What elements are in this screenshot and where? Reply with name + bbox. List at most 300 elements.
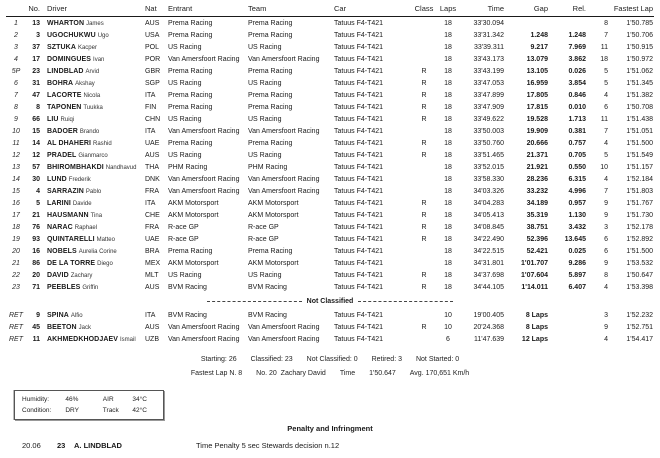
cell-nationality: FRA	[145, 223, 159, 231]
cell-driver-name	[41, 197, 141, 209]
cell-class	[411, 53, 437, 65]
cell-gap: 19.528	[526, 115, 548, 123]
cell-team: Prema Racing	[248, 91, 293, 99]
cell-laps: 18	[444, 79, 452, 87]
driver-first-name: Davide	[72, 200, 92, 207]
result-row	[6, 113, 654, 125]
cell-car: Tatuus F4-T421	[334, 127, 384, 135]
summary-item: Fastest Lap N. 8	[190, 370, 243, 377]
cell-class: R	[421, 235, 427, 243]
cell-team: Van Amersfoort Racing	[248, 127, 320, 135]
driver-last-name: BEETON	[47, 323, 77, 331]
col-nat: Nat	[145, 4, 157, 13]
cell-fastest-lap-number: 6	[604, 247, 608, 255]
driver-last-name: LINDBLAD	[47, 67, 84, 75]
penalty-section-title: Penalty and Infringment	[287, 424, 373, 433]
summary-item: Starting: 26	[200, 356, 237, 363]
cell-laps: 18	[444, 175, 452, 183]
cell-nationality: USA	[145, 31, 160, 39]
cell-driver-name	[41, 281, 141, 293]
cell-driver-number: 5	[36, 199, 40, 207]
cell-laps: 18	[444, 139, 452, 147]
cell-nationality: THA	[145, 163, 159, 171]
result-row	[6, 321, 654, 333]
cell-entrant: Prema Racing	[168, 103, 213, 111]
cell-team: Van Amersfoort Racing	[248, 187, 320, 195]
cell-nationality: UAE	[145, 139, 160, 147]
weather-row-track	[22, 405, 156, 416]
cell-fastest-lap-time: 1'52.751	[626, 323, 654, 331]
driver-first-name: Brando	[79, 128, 100, 135]
driver-last-name: HAUSMANN	[47, 211, 89, 219]
cell-team: R-ace GP	[248, 223, 279, 231]
cell-nationality: CHN	[145, 115, 161, 123]
cell-driver-name	[41, 333, 141, 345]
cell-team: PHM Racing	[248, 163, 288, 171]
cell-nationality: AUS	[145, 323, 160, 331]
result-row	[6, 233, 654, 245]
cell-laps: 18	[444, 103, 452, 111]
cell-fastest-lap-number: 11	[600, 115, 608, 123]
cell-rel: 13.645	[564, 235, 586, 243]
cell-entrant: Prema Racing	[168, 91, 213, 99]
cell-car: Tatuus F4-T421	[334, 151, 384, 159]
cell-time: 33'52.015	[473, 163, 504, 171]
cell-driver-number: 9	[36, 311, 40, 319]
cell-time: 34'22.490	[473, 235, 504, 243]
result-row	[6, 309, 654, 321]
cell-fastest-lap-number: 4	[604, 283, 608, 291]
cell-time: 34'05.413	[473, 211, 504, 219]
cell-fastest-lap-number: 4	[604, 335, 608, 343]
cell-entrant: AKM Motorsport	[168, 259, 219, 267]
driver-last-name: BADOER	[47, 127, 78, 135]
col-team: Team	[248, 4, 267, 13]
cell-time: 33'50.760	[473, 139, 504, 147]
cell-position: 9	[14, 115, 18, 123]
driver-first-name: Nandhavud	[105, 164, 137, 171]
cell-fastest-lap-number: 9	[604, 199, 608, 207]
cell-driver-name	[41, 269, 141, 281]
cell-car: Tatuus F4-T421	[334, 335, 384, 343]
cell-fastest-lap-number: 9	[604, 323, 608, 331]
driver-last-name: UGOCHUKWU	[47, 31, 96, 39]
cell-entrant: Van Amersfoort Racing	[168, 335, 240, 343]
cell-driver-name	[41, 125, 141, 137]
driver-last-name: DE LA TORRE	[47, 259, 96, 267]
driver-last-name: SARRAZIN	[47, 187, 84, 195]
cell-entrant: BVM Racing	[168, 311, 207, 319]
cell-gap: 35.319	[526, 211, 548, 219]
penalty-description: Time Penalty 5 sec Stewards decision n.12	[196, 441, 340, 450]
cell-entrant: PHM Racing	[168, 163, 208, 171]
cell-team: Van Amersfoort Racing	[248, 55, 320, 63]
cell-gap: 21.921	[526, 163, 548, 171]
cell-team: US Racing	[248, 115, 282, 123]
cell-entrant: US Racing	[168, 79, 202, 87]
driver-last-name: LIU	[47, 115, 59, 123]
cell-laps: 18	[444, 115, 452, 123]
cell-driver-name	[41, 65, 141, 77]
driver-first-name: Tina	[90, 212, 103, 219]
cell-position: 10	[12, 127, 20, 135]
cell-fastest-lap-time: 1'50.706	[626, 31, 654, 39]
result-row	[6, 173, 654, 185]
cell-position: 21	[12, 259, 20, 267]
result-row	[6, 221, 654, 233]
cell-driver-name	[41, 53, 141, 65]
cell-nationality: ITA	[145, 127, 156, 135]
cell-driver-name	[41, 185, 141, 197]
cell-class	[411, 29, 437, 41]
cell-driver-number: 17	[32, 55, 40, 63]
cell-time: 20'24.368	[473, 323, 504, 331]
cell-car: Tatuus F4-T421	[334, 211, 384, 219]
cell-entrant: BVM Racing	[168, 283, 207, 291]
cell-team: Prema Racing	[248, 103, 293, 111]
cell-gap: 1'01.707	[521, 259, 548, 267]
weather-box	[14, 390, 164, 420]
cell-class	[411, 309, 437, 321]
summary-item: No. 20 Zachary David	[256, 370, 326, 377]
cell-driver-number: 13	[32, 19, 40, 27]
col-time: Time	[487, 4, 504, 13]
cell-car: Tatuus F4-T421	[334, 43, 384, 51]
humidity-label: Humidity:	[22, 396, 50, 403]
cell-nationality: AUS	[145, 151, 160, 159]
driver-first-name: Griffin	[82, 284, 99, 291]
cell-class	[411, 17, 437, 30]
cell-time: 33'43.173	[473, 55, 504, 63]
cell-time: 33'31.342	[473, 31, 504, 39]
col-entrant: Entrant	[168, 4, 193, 13]
cell-time: 34'44.105	[473, 283, 504, 291]
cell-car: Tatuus F4-T421	[334, 311, 384, 319]
cell-car: Tatuus F4-T421	[334, 283, 384, 291]
result-row	[6, 333, 654, 345]
driver-first-name: Tuukka	[83, 104, 103, 111]
cell-fastest-lap-number: 18	[600, 55, 608, 63]
cell-class: R	[421, 151, 427, 159]
cell-time: 33'58.330	[473, 175, 504, 183]
driver-last-name: AL DHAHERI	[47, 139, 92, 147]
separator-dash-line	[207, 301, 302, 302]
summary-counts-line	[0, 353, 660, 367]
cell-entrant: Prema Racing	[168, 247, 213, 255]
summary-item: Retired: 3	[371, 356, 402, 363]
cell-fastest-lap-number: 4	[604, 139, 608, 147]
cell-car: Tatuus F4-T421	[334, 235, 384, 243]
cell-position: 6	[14, 79, 18, 87]
cell-class	[411, 185, 437, 197]
driver-last-name: QUINTARELLI	[47, 235, 95, 243]
cell-driver-number: 71	[32, 283, 40, 291]
cell-position: 19	[12, 235, 20, 243]
cell-car: Tatuus F4-T421	[334, 91, 384, 99]
cell-car: Tatuus F4-T421	[334, 19, 384, 27]
cell-rel: 3.432	[568, 223, 586, 231]
driver-first-name: Kacper	[77, 44, 97, 51]
cell-position: RET	[9, 311, 23, 319]
driver-last-name: LARINI	[47, 199, 71, 207]
cell-entrant: Prema Racing	[168, 19, 213, 27]
cell-team: AKM Motorsport	[248, 211, 299, 219]
cell-laps: 18	[444, 55, 452, 63]
cell-gap: 20.666	[526, 139, 548, 147]
result-row	[6, 53, 654, 65]
cell-fastest-lap-number: 6	[604, 235, 608, 243]
driver-first-name: Arvid	[85, 68, 100, 75]
cell-class: R	[421, 223, 427, 231]
result-row	[6, 29, 654, 41]
summary-item: Classified: 23	[250, 356, 293, 363]
cell-fastest-lap-time: 1'51.500	[626, 247, 654, 255]
not-classified-separator-cell	[6, 293, 654, 309]
cell-driver-number: 16	[32, 247, 40, 255]
cell-laps: 18	[444, 199, 452, 207]
cell-rel: 0.846	[568, 91, 586, 99]
cell-laps: 18	[444, 127, 452, 135]
cell-driver-number: 8	[36, 103, 40, 111]
cell-team: US Racing	[248, 79, 282, 87]
cell-fastest-lap-number: 7	[604, 31, 608, 39]
driver-first-name: Akshay	[75, 80, 95, 87]
cell-entrant: US Racing	[168, 43, 202, 51]
cell-fastest-lap-time: 1'51.382	[626, 91, 654, 99]
driver-first-name: Ivan	[93, 56, 105, 63]
cell-laps: 18	[444, 91, 452, 99]
cell-car: Tatuus F4-T421	[334, 163, 384, 171]
cell-entrant: R-ace GP	[168, 223, 199, 231]
cell-fastest-lap-time: 1'53.532	[626, 259, 654, 267]
driver-last-name: NARAC	[47, 223, 73, 231]
cell-rel: 0.957	[568, 199, 586, 207]
cell-fastest-lap-time: 1'51.062	[626, 67, 654, 75]
col-car: Car	[334, 4, 347, 13]
cell-gap: 8 Laps	[525, 323, 548, 331]
cell-class: R	[421, 79, 427, 87]
col-gap: Gap	[533, 4, 548, 13]
cell-fastest-lap-time: 1'51.438	[626, 115, 654, 123]
cell-driver-name	[41, 245, 141, 257]
cell-fastest-lap-number: 11	[600, 43, 608, 51]
cell-class	[411, 257, 437, 269]
result-row	[6, 17, 654, 30]
cell-car: Tatuus F4-T421	[334, 199, 384, 207]
penalty-row	[0, 441, 660, 453]
driver-first-name: Zachary	[70, 272, 93, 279]
cell-laps: 18	[444, 19, 452, 27]
cell-class: R	[421, 323, 427, 331]
cell-gap: 17.805	[526, 91, 548, 99]
cell-gap: 33.232	[526, 187, 548, 195]
cell-driver-name	[41, 221, 141, 233]
driver-first-name: Nicola	[83, 92, 101, 99]
cell-rel: 1.130	[568, 211, 586, 219]
cell-gap: 34.189	[526, 199, 548, 207]
cell-gap: 52.396	[526, 235, 548, 243]
cell-entrant: Prema Racing	[168, 139, 213, 147]
cell-fastest-lap-number: 7	[604, 187, 608, 195]
cell-nationality: UZB	[145, 335, 159, 343]
cell-car: Tatuus F4-T421	[334, 223, 384, 231]
cell-time: 33'47.909	[473, 103, 504, 111]
col-rel: Rel.	[572, 4, 586, 13]
cell-nationality: GBR	[145, 67, 161, 75]
table-header-row	[6, 2, 654, 17]
cell-rel: 0.705	[568, 151, 586, 159]
cell-fastest-lap-time: 1'51.051	[626, 127, 654, 135]
result-row	[6, 65, 654, 77]
cell-driver-name	[41, 29, 141, 41]
cell-nationality: ITA	[145, 91, 156, 99]
cell-time: 34'22.515	[473, 247, 504, 255]
cell-entrant: Prema Racing	[168, 67, 213, 75]
driver-last-name: PRADEL	[47, 151, 77, 159]
col-position	[6, 2, 26, 17]
cell-fastest-lap-number: 3	[604, 311, 608, 319]
cell-position: 14	[12, 175, 20, 183]
result-row	[6, 245, 654, 257]
driver-last-name: LUND	[47, 175, 67, 183]
cell-fastest-lap-time: 1'50.972	[626, 55, 654, 63]
cell-team: Van Amersfoort Racing	[248, 175, 320, 183]
cell-driver-name	[41, 321, 141, 333]
cell-time: 33'50.003	[473, 127, 504, 135]
cell-car: Tatuus F4-T421	[334, 31, 384, 39]
cell-time: 34'37.698	[473, 271, 504, 279]
cell-driver-number: 15	[32, 127, 40, 135]
cell-position: 11	[12, 139, 20, 147]
cell-nationality: FIN	[145, 103, 157, 111]
results-table	[6, 2, 654, 345]
cell-gap	[505, 17, 549, 30]
cell-rel	[549, 333, 587, 345]
cell-driver-name	[41, 89, 141, 101]
col-no: No.	[28, 4, 40, 13]
result-row	[6, 269, 654, 281]
cell-rel: 0.381	[568, 127, 586, 135]
condition-value: DRY	[65, 407, 79, 414]
result-row	[6, 197, 654, 209]
summary-item: 1'50.647	[369, 370, 396, 377]
cell-laps: 18	[444, 151, 452, 159]
summary-item: Not Classified: 0	[306, 356, 358, 363]
cell-team: Prema Racing	[248, 19, 293, 27]
cell-laps: 18	[444, 31, 452, 39]
cell-car: Tatuus F4-T421	[334, 79, 384, 87]
result-row	[6, 257, 654, 269]
cell-laps: 18	[444, 163, 452, 171]
cell-nationality: DNK	[145, 175, 160, 183]
cell-entrant: Van Amersfoort Racing	[168, 127, 240, 135]
cell-laps: 18	[444, 283, 452, 291]
cell-gap: 38.751	[526, 223, 548, 231]
cell-nationality: AUS	[145, 19, 160, 27]
cell-driver-name	[41, 309, 141, 321]
cell-fastest-lap-time: 1'51.157	[626, 163, 654, 171]
cell-driver-number: 47	[32, 91, 40, 99]
cell-team: US Racing	[248, 271, 282, 279]
cell-entrant: Van Amersfoort Racing	[168, 55, 240, 63]
driver-first-name: James	[86, 20, 104, 27]
penalty-car-number: 23	[57, 441, 66, 450]
result-row	[6, 89, 654, 101]
cell-rel: 5.897	[568, 271, 586, 279]
cell-rel: 0.026	[568, 67, 586, 75]
cell-class: R	[421, 199, 427, 207]
col-fastest-lap: Fastest Lap	[613, 4, 654, 13]
cell-driver-name	[41, 209, 141, 221]
results-tbody	[6, 17, 654, 346]
cell-team: R-ace GP	[248, 235, 279, 243]
cell-nationality: MEX	[145, 259, 161, 267]
cell-team: Prema Racing	[248, 67, 293, 75]
cell-fastest-lap-time: 1'52.232	[626, 311, 654, 319]
result-row	[6, 101, 654, 113]
cell-rel: 6.407	[568, 283, 586, 291]
driver-first-name: Aurelia Corine	[78, 248, 117, 255]
cell-laps: 18	[444, 235, 452, 243]
cell-position: 5P	[11, 67, 21, 75]
cell-driver-name	[41, 41, 141, 53]
cell-driver-name	[41, 17, 141, 30]
cell-fastest-lap-time: 1'53.398	[626, 283, 654, 291]
driver-first-name: Pablo	[85, 188, 102, 195]
result-row	[6, 209, 654, 221]
cell-gap: 9.217	[530, 43, 548, 51]
cell-time: 33'39.311	[473, 43, 504, 51]
cell-gap: 13.079	[526, 55, 548, 63]
driver-first-name: Frederik	[68, 176, 91, 183]
cell-time: 33'47.053	[473, 79, 504, 87]
cell-entrant: US Racing	[168, 115, 202, 123]
cell-gap: 52.421	[526, 247, 548, 255]
cell-position: 12	[12, 151, 20, 159]
cell-driver-name	[41, 233, 141, 245]
cell-driver-name	[41, 113, 141, 125]
race-summary	[0, 353, 660, 381]
cell-fastest-lap-time: 1'51.549	[626, 151, 654, 159]
cell-position: 22	[12, 271, 20, 279]
cell-car: Tatuus F4-T421	[334, 55, 384, 63]
cell-rel: 3.862	[568, 55, 586, 63]
cell-laps: 10	[444, 323, 452, 331]
cell-laps: 18	[444, 247, 452, 255]
cell-fastest-lap-time: 1'51.730	[626, 211, 654, 219]
cell-fastest-lap-number: 9	[604, 259, 608, 267]
cell-position: 8	[14, 103, 18, 111]
cell-laps: 18	[444, 67, 452, 75]
cell-gap: 8 Laps	[525, 311, 548, 319]
cell-gap: 1.248	[530, 31, 548, 39]
cell-time: 33'30.094	[473, 19, 504, 27]
cell-position: 18	[12, 223, 20, 231]
cell-fastest-lap-time: 1'50.647	[626, 271, 654, 279]
cell-position: 4	[14, 55, 18, 63]
cell-fastest-lap-number: 5	[604, 67, 608, 75]
driver-first-name: Diego	[97, 260, 113, 267]
cell-car: Tatuus F4-T421	[334, 139, 384, 147]
driver-first-name: Jack	[78, 324, 91, 331]
cell-fastest-lap-number: 5	[604, 151, 608, 159]
cell-driver-number: 21	[32, 211, 40, 219]
cell-driver-number: 37	[32, 43, 40, 51]
cell-fastest-lap-time: 1'50.785	[626, 19, 654, 27]
cell-rel: 0.550	[568, 163, 586, 171]
summary-item: Avg. 170,651 Km/h	[409, 370, 470, 377]
cell-driver-name	[41, 257, 141, 269]
